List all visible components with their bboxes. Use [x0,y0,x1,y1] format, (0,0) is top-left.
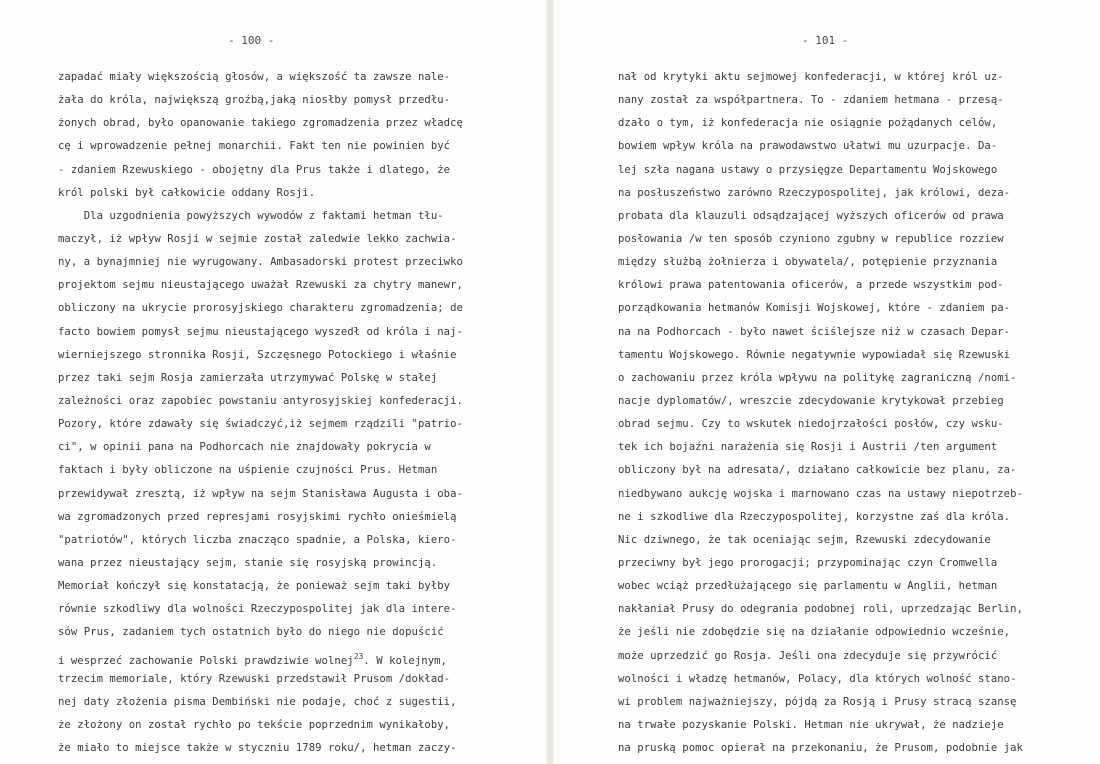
text-line: na pruską pomoc opierał na przekonaniu, że Prusom, podobnie jak [618,742,1023,755]
text-line: Nic dziwnego, że tak oceniając sejm, Rzewuski zdecydowanie [618,533,991,546]
text-line: sów Prus, zadaniem tych ostatnich było do niego nie dopuścić [58,626,444,639]
text-line: maczył, iż wpływ Rosji w sejmie został zaledwie lekko zachwia- [58,232,457,245]
text-line: facto bowiem pomysł sejmu nieustającego wyszedł od króla i naj- [58,325,463,338]
text-line: ny, a bynajmniej nie wyrugowany. Ambasadorski protest przeciwko [58,256,463,269]
text-line: na na Podhorcach - było nawet ściślejsze niż w czasach Depar- [618,325,1011,338]
text-line: o zachowaniu przez króla wpływu na politykę zagraniczną /nomi- [618,371,1017,384]
text-line: obliczony był na adresata/, działano całkowicie bez planu, za- [618,464,1017,477]
text-line: bowiem wpływ króla na prawodawstwo ułatwi mu uzurpacje. Da- [618,140,998,153]
text-line: lej szła nagana ustawy o przysięgze Departamentu Wojskowego [618,163,998,176]
text-line: wana przez nieustający sejm, stanie się rosyjską prowincją. [58,556,438,569]
text-line: dzało o tym, iż konfederacja nie osiągnie pożądanych celów, [618,117,998,130]
text-line: niedbywano aukcję wojska i marnowano czas na ustawy niepotrzeb- [618,487,1023,500]
text-line: wa zgromadzonych przed represjami rosyjskimi rychło onieśmielą [58,510,457,523]
text-line: przewidywał zresztą, iż wpływ na sejm Stanisława Augusta i oba- [58,487,463,500]
text-line: wi problem najważniejszy, pójdą za Rosją i Prusy stracą szansę [618,695,1017,708]
text-line: przeciwny był jego prorogacji; przypominając czyn Cromwella [618,556,998,569]
text-line: tek ich bojaźni narażenia się Rosji i Austrii /ten argument [618,441,998,454]
text-line: równie szkodliwy dla wolności Rzeczypospolitej jak dla intere- [58,603,457,616]
text-line: wobec wciąż przedłużającego się parlamentu w Anglii, hetman [618,580,998,593]
text-line: - zdaniem Rzewuskiego - obojętny dla Prus także i dlatego, że [58,163,451,176]
text-line: ne i szkodliwe dla Rzeczypospolitej, korzystne zaś dla króla. [618,510,1011,523]
right-page [554,0,1100,764]
text-line: Memoriał kończył się konstatacją, że ponieważ sejm taki byłby [58,580,451,593]
page-number-right: - 101 - [802,34,849,47]
text-line: probata dla klauzuli odsądzającej wyższych oficerów od prawa [618,209,1004,222]
footnote-reference: 23 [353,651,364,661]
text-line-with-footnote [58,645,522,668]
text-line: faktach i były obliczone na uśpienie czujności Prus. Hetman [58,464,438,477]
text-line-segment: i wesprzeć zachowanie Polski prawdziwie wolnej [58,654,354,667]
text-line: projektom sejmu nieustającego uważał Rzewuski za chytry manewr, [58,279,463,292]
left-page [0,0,546,764]
text-line: między służbą żołnierza i obywatela/, potępienie przyznania [618,256,998,269]
text-line: żonych obrad, było opanowanie takiego zgromadzenia przez władcę [58,117,463,130]
text-line: nakłaniał Prusy do odegrania podobnej roli, uprzedzając Berlin, [618,603,1023,616]
text-line-segment: . W kolejnym, [363,654,447,667]
text-line: na posłuszeństwo zarówno Rzeczypospolitej, jak królowi, deza- [618,186,1011,199]
text-line: może uprzedzić go Rosja. Jeśli ona zdecyduje się przywrócić [618,649,998,662]
text-line: cę i wprowadzenie pełnej monarchii. Fakt ten nie powinien być [58,140,451,153]
text-line: nacje dyplomatów/, wreszcie zdecydowanie krytykował przebieg [618,394,1004,407]
text-line: Dla uzgodnienia powyższych wywodów z faktami hetman tłu- [58,209,444,222]
text-line: nany został za współpartnera. To - zdaniem hetmana - przesą- [618,94,1004,107]
text-line: "patriotów", których liczba znacząco spadnie, a Polska, kiero- [58,533,457,546]
text-line: że złożony on został rychło po tekście poprzednim wynikałoby, [58,718,451,731]
text-line: obliczony na ukrycie prorosyjskiego charakteru zgromadzenia; de [58,302,463,315]
text-line: Pozory, które zdawały się świadczyć,iż sejmem rządzili "patrio- [58,418,463,431]
text-line: że miało to miejsce także w styczniu 1789 roku/, hetman zaczy- [58,742,457,755]
text-line: nej daty złożenia pisma Dembiński nie podaje, choć z sugestii, [58,695,457,708]
text-line: żała do króla, największą groźbą,jaką niosłby pomysł przedłu- [58,94,451,107]
text-line: trzecim memoriale, który Rzewuski przedstawił Prusom /dokład- [58,672,451,685]
text-line: tamentu Wojskowego. Równie negatywnie wypowiadał się Rzewuski [618,348,1011,361]
text-line: przez taki sejm Rosja zamierzała utrzymywać Polskę w stałej [58,371,438,384]
text-line: wolności i władzę hetmanów, Polacy, dla których wolność stano- [618,672,1017,685]
book-gutter [546,0,554,764]
text-line: zapadać miały większością głosów, a większość ta zawsze nale- [58,71,451,83]
text-line: król polski był całkowicie oddany Rosji. [58,186,316,199]
text-line: obrad sejmu. Czy to wskutek niedojrzałości posłów, czy wsku- [618,418,1004,431]
text-line: królowi prawa patentowania oficerów, a przede wszystkim pod- [618,279,1004,292]
right-page-text [618,66,1092,760]
left-page-text [58,66,522,760]
text-line: na trwałe pozyskanie Polski. Hetman nie ukrywał, że nadzieje [618,718,1004,731]
text-line: ci", w opinii pana na Podhorcach nie znajdowały pokrycia w [58,441,431,454]
text-line: wierniejszego stronnika Rosji, Szczęsnego Potockiego i właśnie [58,348,457,361]
text-line: posłowania /w ten sposób czyniono zgubny w republice rozziew [618,232,1004,245]
text-line: nał od krytyki aktu sejmowej konfederacji, w której król uz- [618,71,1004,83]
page-number-left: - 100 - [228,34,275,47]
text-line: że jeśli nie zdobędzie się na działanie odpowiednio wcześnie, [618,626,1011,639]
text-line: zależności oraz zapobiec powstaniu antyrosyjskiej konfederacji. [58,394,463,407]
text-line: porządkowania hetmanów Komisji Wojskowej, które - zdaniem pa- [618,302,1011,315]
